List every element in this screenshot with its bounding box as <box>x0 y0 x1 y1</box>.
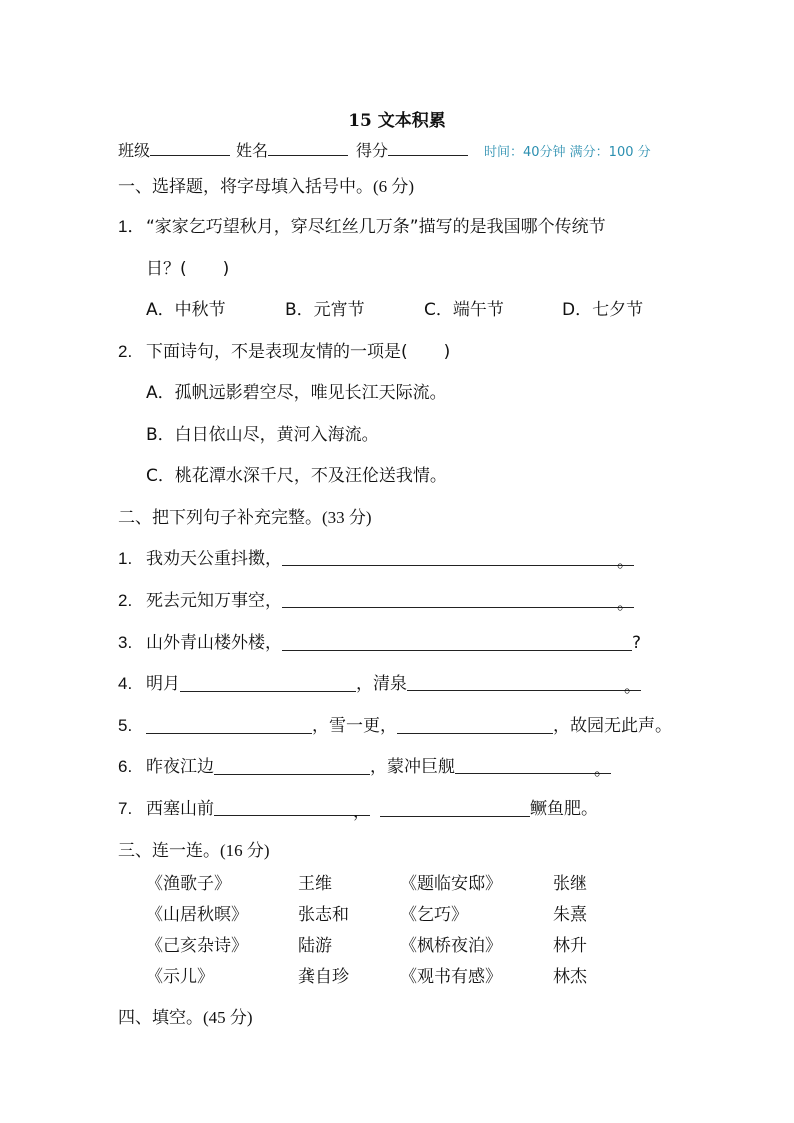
section-heading-4 <box>118 1003 253 1028</box>
match-author[interactable]: 陆游 <box>298 936 332 956</box>
item-text: 死去元知万事空， <box>146 591 282 611</box>
question-text: “家家乞巧望秋月，穿尽红丝几万条”描写的是我国哪个传统节 <box>146 217 606 237</box>
match-poem[interactable]: 《乞巧》 <box>400 905 468 925</box>
page-title: 15 文本积累 <box>348 111 446 131</box>
item-text: 西塞山前 <box>146 799 214 819</box>
item-text: 昨夜江边 <box>146 757 214 777</box>
match-poem[interactable]: 《枫桥夜泊》 <box>400 936 502 956</box>
item-number: 7. <box>118 799 133 818</box>
fill-item-6 <box>118 752 611 780</box>
item-text: ，雪一更， <box>312 716 397 736</box>
option-b: B．元宵节 <box>285 300 365 320</box>
section-heading-1 <box>118 172 414 197</box>
question-number: 2. <box>118 342 133 361</box>
match-author[interactable]: 张志和 <box>298 905 349 925</box>
item-end: 鳜鱼肥。 <box>530 799 598 819</box>
answer-line[interactable] <box>282 547 634 572</box>
time-info: 时间：40分钟 满分：100 分 <box>484 145 651 160</box>
question-text: ) <box>443 342 451 362</box>
fill-item-1 <box>118 544 634 572</box>
option-c: C．端午节 <box>424 300 504 320</box>
match-poem[interactable]: 《己亥杂诗》 <box>146 936 248 956</box>
section-score: (33 分) <box>322 508 372 527</box>
option-a: A．孤帆远影碧空尽，唯见长江天际流。 <box>146 383 447 403</box>
item-text: ，蒙冲巨舰 <box>370 757 455 777</box>
section-heading-text: 一、选择题，将字母填入括号中。 <box>118 177 373 197</box>
section-score: (6 分) <box>373 177 415 196</box>
match-author[interactable]: 王维 <box>298 874 332 894</box>
item-text: 我劝天公重抖擞， <box>146 549 282 569</box>
class-label: 班级 <box>118 141 151 160</box>
name-blank[interactable] <box>268 139 348 156</box>
score-field <box>356 138 468 161</box>
section-heading-text: 四、填空。 <box>118 1008 203 1028</box>
question-text: 下面诗句，不是表现友情的一项是( <box>146 342 408 362</box>
item-number: 5. <box>118 716 133 735</box>
question-1-line1 <box>118 212 606 237</box>
answer-line[interactable] <box>380 798 530 817</box>
match-poem[interactable]: 《渔歌子》 <box>146 874 231 894</box>
answer-line[interactable] <box>282 632 632 651</box>
match-author[interactable]: 林杰 <box>553 967 587 987</box>
item-end: 。 <box>617 552 634 572</box>
match-poem[interactable]: 《山居秋暝》 <box>146 905 248 925</box>
match-author[interactable]: 朱熹 <box>553 905 587 925</box>
match-author[interactable]: 张继 <box>553 874 587 894</box>
item-end: ，故园无此声。 <box>553 716 672 736</box>
fill-item-4 <box>118 669 641 697</box>
item-end: 。 <box>624 677 641 697</box>
section-heading-2 <box>118 503 372 528</box>
item-end: ? <box>632 633 642 653</box>
fill-item-3 <box>118 628 641 653</box>
score-label: 得分 <box>356 141 389 160</box>
item-text: 山外青山楼外楼， <box>146 633 282 653</box>
item-number: 6. <box>118 757 133 776</box>
question-2 <box>118 337 450 362</box>
section-score: (16 分) <box>220 841 270 860</box>
fill-item-2 <box>118 586 634 614</box>
match-poem[interactable]: 《观书有感》 <box>400 967 502 987</box>
question-number: 1． <box>118 217 145 236</box>
answer-line[interactable] <box>407 672 641 697</box>
option-d: D．七夕节 <box>562 300 644 320</box>
question-text: 日？( <box>146 259 187 279</box>
class-field <box>118 138 230 161</box>
answer-line[interactable] <box>146 715 312 734</box>
item-number: 2. <box>118 591 133 610</box>
fill-item-5 <box>118 711 672 736</box>
answer-line[interactable] <box>214 797 370 822</box>
section-score: (45 分) <box>203 1008 253 1027</box>
section-heading-3 <box>118 836 270 861</box>
fill-item-7 <box>118 794 598 822</box>
answer-line[interactable] <box>214 756 370 775</box>
score-blank[interactable] <box>388 139 468 156</box>
answer-line[interactable] <box>180 673 356 692</box>
option-b: B．白日依山尽，黄河入海流。 <box>146 425 379 445</box>
section-heading-text: 二、把下列句子补充完整。 <box>118 508 322 528</box>
answer-line[interactable] <box>397 715 553 734</box>
item-text: ，清泉 <box>356 674 407 694</box>
item-end: 。 <box>594 760 611 780</box>
name-label: 姓名 <box>236 141 269 160</box>
item-number: 4. <box>118 674 133 693</box>
name-field <box>236 138 348 161</box>
option-c: C．桃花潭水深千尺，不及汪伦送我情。 <box>146 466 447 486</box>
item-number: 3. <box>118 633 133 652</box>
match-author[interactable]: 林升 <box>553 936 587 956</box>
match-poem[interactable]: 《题临安邸》 <box>400 874 502 894</box>
answer-line[interactable] <box>455 755 611 780</box>
answer-line[interactable] <box>282 589 634 614</box>
item-mid: ， <box>353 802 370 822</box>
class-blank[interactable] <box>150 139 230 156</box>
match-author[interactable]: 龚自珍 <box>298 967 349 987</box>
item-end: 。 <box>617 594 634 614</box>
item-text: 明月 <box>146 674 180 694</box>
question-1-line2 <box>146 254 229 279</box>
question-text: ) <box>222 259 230 279</box>
section-heading-text: 三、连一连。 <box>118 841 220 861</box>
option-a: A．中秋节 <box>146 300 226 320</box>
match-poem[interactable]: 《示儿》 <box>146 967 214 987</box>
item-number: 1. <box>118 549 133 568</box>
